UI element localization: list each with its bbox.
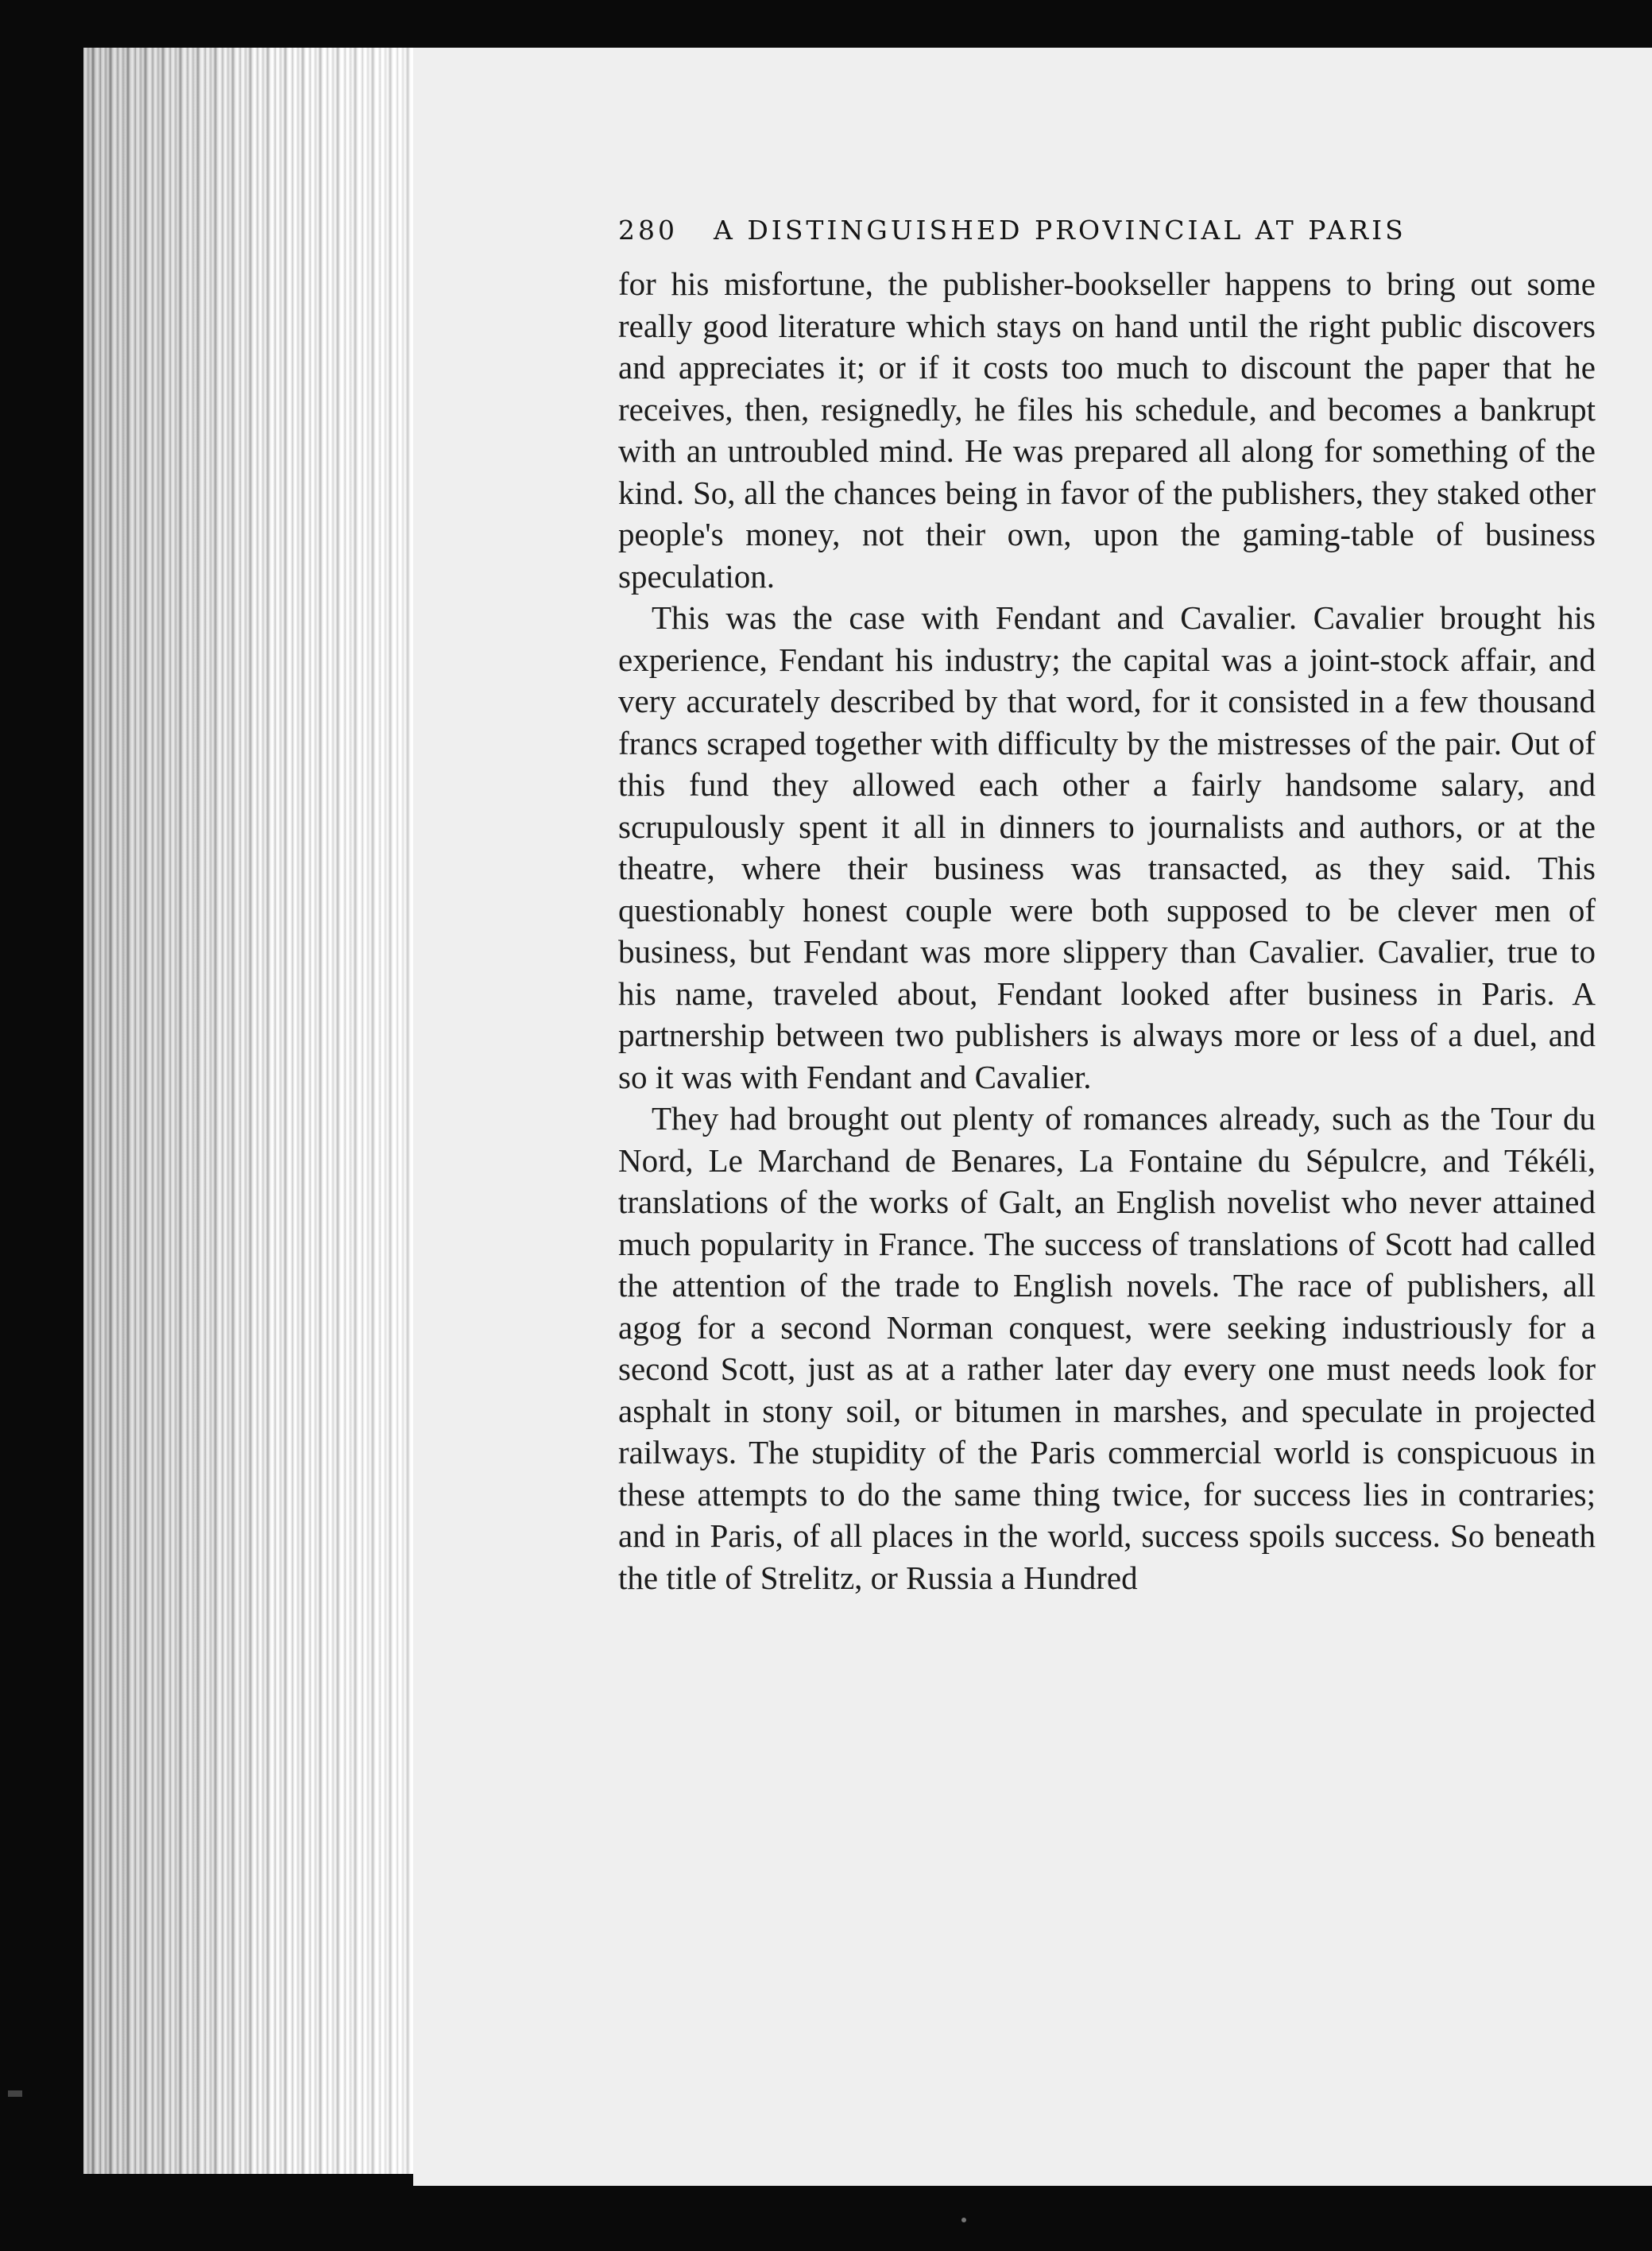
- paragraph: This was the case with Fendant and Cavalier. Cavalier brought his experience, Fendant his industry; the capital was a joint-stock affair, and very accurately described by that word, for it consisted in a few thousand francs scraped together with difficulty by the mistresses of the pair. Out of this fund they allowed each other a fairly handsome salary, and scrupulously spent it all in dinners to journalists and authors, or at the theatre, where their business was transacted, as they said. This questionably honest couple were both supposed to be clever men of business, but Fendant was more slippery than Cavalier. Cavalier, true to his name, traveled about, Fendant looked after business in Paris. A partnership between two publishers is always more or less of a duel, and so it was with Fendant and Cavalier.: [618, 599, 1596, 1095]
- book-page-edges: [83, 48, 417, 2174]
- page-number: 280: [618, 215, 678, 246]
- scan-speck: [961, 2218, 966, 2222]
- paragraph: for his misfortune, the publisher-bookseller happens to bring out some really good literature which stays on hand until the right public discovers and appreciates it; or if it costs too much to discount the paper that he receives, then, resignedly, he files his schedule, and becomes a bankrupt with an untroubled mind. He was prepared all along for something of the kind. So, all the chances being in favor of the publishers, they staked other people's money, not their own, upon the gaming-table of business speculation.: [618, 265, 1596, 595]
- running-head-title: A DISTINGUISHED PROVINCIAL AT PARIS: [714, 215, 1406, 246]
- body-text: [618, 263, 1596, 1598]
- running-head: [618, 215, 1596, 246]
- scan-mark: [8, 2090, 22, 2097]
- book-page: [413, 48, 1652, 2186]
- paragraph: They had brought out plenty of romances already, such as the Tour du Nord, Le Marchand de Benares, La Fontaine du Sépulcre, and Tékéli, translations of the works of Galt, an English novelist who never attained much popularity in France. The success of translations of Scott had called the attention of the trade to English novels. The race of publishers, all agog for a second Norman conquest, were seeking industriously for a second Scott, just as at a rather later day every one must needs look for asphalt in stony soil, or bitumen in marshes, and speculate in projected railways. The stupidity of the Paris commercial world is conspicuous in these attempts to do the same thing twice, for success lies in contraries; and in Paris, of all places in the world, success spoils success. So beneath the title of Strelitz, or Russia a Hundred: [618, 1100, 1596, 1596]
- page-content: [618, 215, 1596, 1598]
